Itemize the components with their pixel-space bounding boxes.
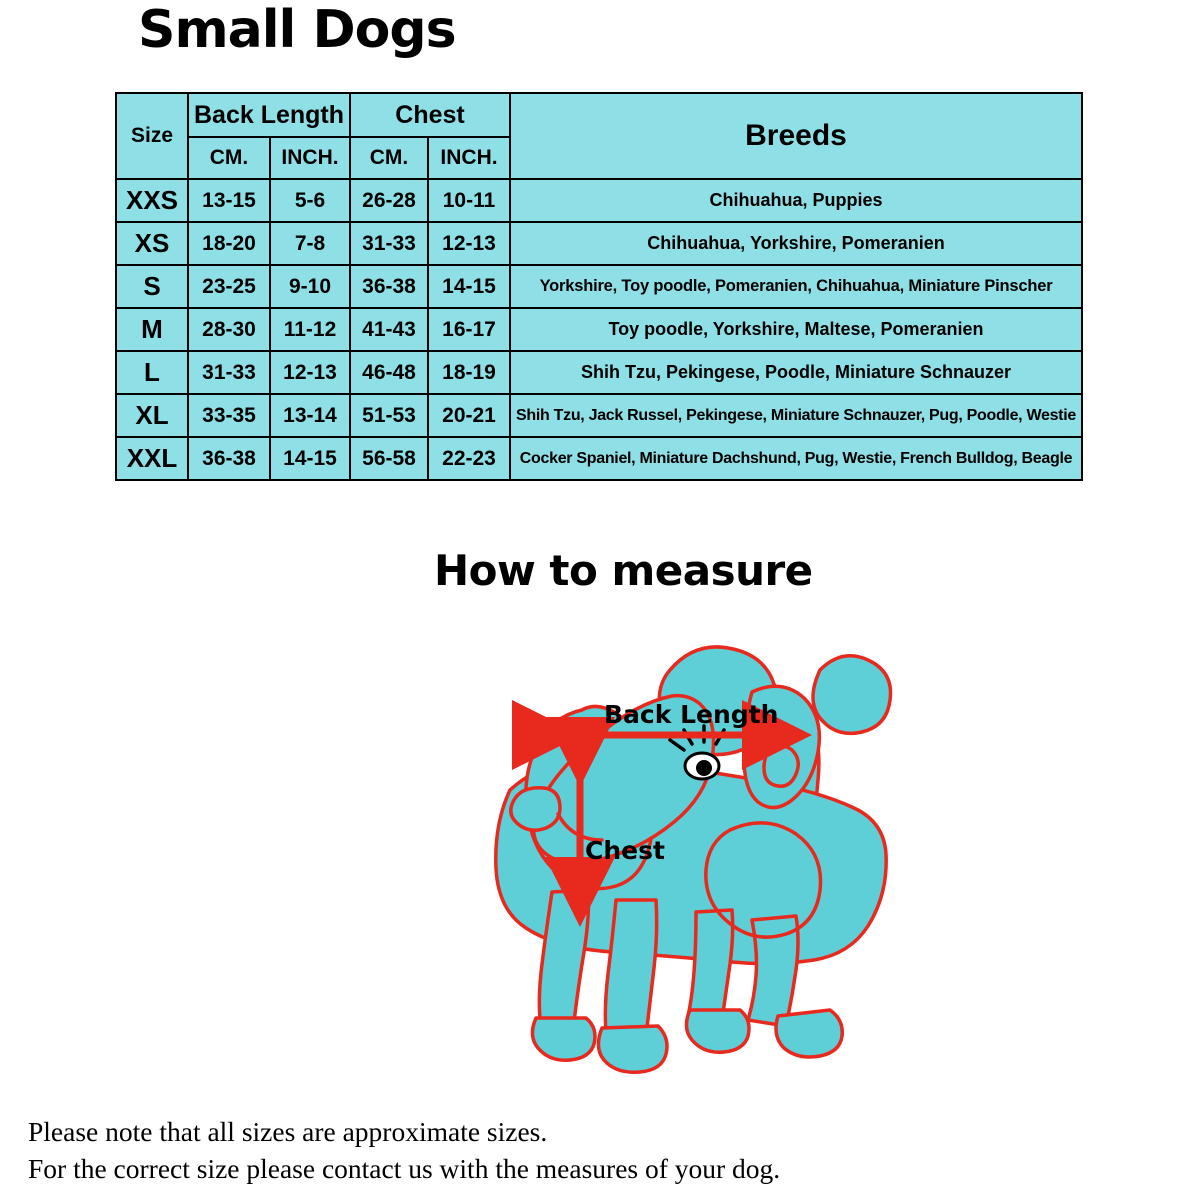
table-row [116, 394, 1082, 437]
cell-back-cm: 13-15 [188, 179, 270, 222]
table-row [116, 179, 1082, 222]
table-row [116, 222, 1082, 265]
cell-breeds: Toy poodle, Yorkshire, Maltese, Pomeranien [510, 308, 1082, 351]
how-to-measure-heading: How to measure [434, 546, 813, 595]
cell-chest-cm: 41-43 [350, 308, 428, 351]
header-back-cm: CM. [188, 137, 270, 179]
header-size: Size [116, 93, 188, 179]
size-chart [115, 92, 1083, 481]
cell-chest-cm: 56-58 [350, 437, 428, 480]
header-back-inch: INCH. [270, 137, 350, 179]
header-chest-cm: CM. [350, 137, 428, 179]
back-length-label: Back Length [604, 700, 779, 729]
cell-breeds: Yorkshire, Toy poodle, Pomeranien, Chihuahua, Miniature Pinscher [510, 265, 1082, 308]
header-chest: Chest [350, 93, 510, 137]
cell-chest-inch: 14-15 [428, 265, 510, 308]
cell-size: XS [116, 222, 188, 265]
cell-size: XXS [116, 179, 188, 222]
cell-back-cm: 18-20 [188, 222, 270, 265]
cell-back-inch: 14-15 [270, 437, 350, 480]
footer-line-1: Please note that all sizes are approximate sizes. [28, 1116, 548, 1147]
cell-breeds: Cocker Spaniel, Miniature Dachshund, Pug, Westie, French Bulldog, Beagle [510, 437, 1082, 480]
cell-back-inch: 12-13 [270, 351, 350, 394]
table-row [116, 351, 1082, 394]
cell-back-cm: 36-38 [188, 437, 270, 480]
size-table [115, 92, 1083, 481]
table-row [116, 437, 1082, 480]
cell-back-cm: 31-33 [188, 351, 270, 394]
page-title: Small Dogs [138, 0, 456, 60]
cell-back-cm: 33-35 [188, 394, 270, 437]
cell-chest-cm: 26-28 [350, 179, 428, 222]
cell-chest-cm: 51-53 [350, 394, 428, 437]
cell-back-inch: 7-8 [270, 222, 350, 265]
cell-size: XXL [116, 437, 188, 480]
cell-back-inch: 11-12 [270, 308, 350, 351]
cell-chest-cm: 46-48 [350, 351, 428, 394]
table-header-row-groups [116, 93, 1082, 137]
cell-chest-inch: 22-23 [428, 437, 510, 480]
footer-line-2: For the correct size please contact us with the measures of your dog. [28, 1153, 781, 1185]
cell-size: XL [116, 394, 188, 437]
cell-chest-inch: 18-19 [428, 351, 510, 394]
header-back-length: Back Length [188, 93, 350, 137]
cell-back-cm: 23-25 [188, 265, 270, 308]
cell-back-inch: 13-14 [270, 394, 350, 437]
table-row [116, 308, 1082, 351]
cell-chest-inch: 12-13 [428, 222, 510, 265]
cell-size: M [116, 308, 188, 351]
cell-size: S [116, 265, 188, 308]
cell-size: L [116, 351, 188, 394]
cell-back-cm: 28-30 [188, 308, 270, 351]
cell-breeds: Chihuahua, Puppies [510, 179, 1082, 222]
cell-chest-inch: 20-21 [428, 394, 510, 437]
chest-label: Chest [585, 836, 665, 865]
cell-chest-inch: 10-11 [428, 179, 510, 222]
cell-breeds: Shih Tzu, Jack Russel, Pekingese, Miniature Schnauzer, Pug, Poodle, Westie [510, 394, 1082, 437]
cell-back-inch: 5-6 [270, 179, 350, 222]
cell-chest-cm: 36-38 [350, 265, 428, 308]
cell-chest-cm: 31-33 [350, 222, 428, 265]
cell-back-inch: 9-10 [270, 265, 350, 308]
cell-chest-inch: 16-17 [428, 308, 510, 351]
table-row [116, 265, 1082, 308]
footer-note [28, 1113, 1188, 1187]
cell-breeds: Shih Tzu, Pekingese, Poodle, Miniature Schnauzer [510, 351, 1082, 394]
header-chest-inch: INCH. [428, 137, 510, 179]
cell-breeds: Chihuahua, Yorkshire, Pomeranien [510, 222, 1082, 265]
header-breeds: Breeds [510, 93, 1082, 179]
